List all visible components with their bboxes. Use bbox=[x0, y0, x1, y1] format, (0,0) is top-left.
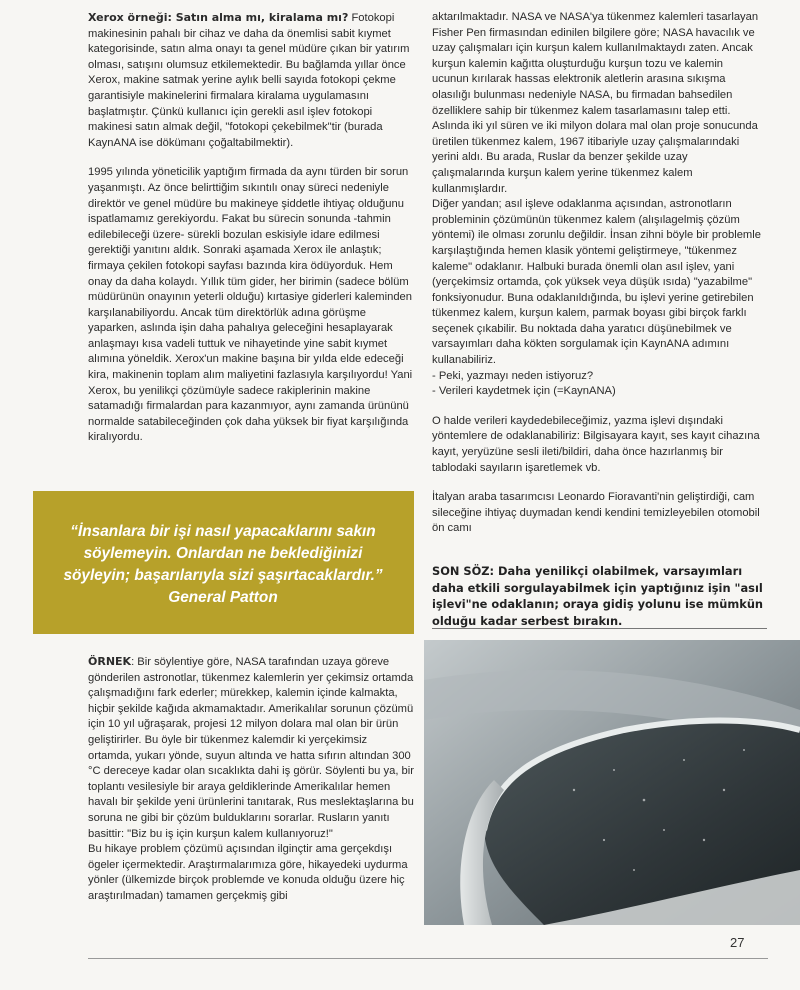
example-column bbox=[88, 654, 414, 905]
function-paragraph: Diğer yandan; asıl işleve odaklanma açısından, astronotların probleminin çözümünün tükenmez kalem (alışılagelmiş çözüm yöntemi) ile olması zorunlu değildir. İnsan zihni böyle bir problemle karşılaştığında hemen klasik yöntemi geliştirmeye, "tükenmez kaleme" odaklanır. Halbuki burada önemli olan asıl işlev, yani (yerçekimsiz ortamda, çok yüksek veya düşük ısıda) "yazabilme" fonksiyonudur. Buna odaklanıldığında, bu işlevi yerine getirebilen tükenmez kalem, kurşun kalem, parmak boyası gibi birçok farklı seçenek çıkabilir. Bu noktada daha yaratıcı düşünebilmek ve varsayımları daha kökten sorgulamak için KaynANA adımını kullanabiliriz. bbox=[432, 198, 761, 367]
fioravanti-paragraph: İtalyan araba tasarımcısı Leonardo Fioravanti'nin geliştirdiği, cam sileceğine ihtiyaç duymadan kendi kendini temizleyebilen otomobil ön camı bbox=[432, 491, 760, 535]
footer-rule bbox=[88, 958, 768, 959]
example-paragraph-2: Bu hikaye problem çözümü açısından ilginçtir ama gerçekdışı ögeler içermektedir. Araştırmalarımıza göre, hikayedeki uydurma yönler (ülkemizde birçok problemde ve konuda olduğu üzere hiç araştırılmadan) tamamen gerçekmiş gibi bbox=[88, 843, 408, 902]
divider bbox=[432, 628, 767, 629]
example-text: : Bir söylentiye göre, NASA tarafından uzaya göreve gönderilen astronotlar, tükenmez kalemlerin yer çekimsiz ortamda çalışmadığını fark ederler; mürekkep, kalemin içinde kalmakta, hiçbir şekilde kağıda akmamaktadır. Amerikalılar sorunun çözümü için 10 yıl uğraşarak, projesi 12 milyon dolara mal olan bir ürün geliştirirler. Bu öyle bir tükenmez kalemdir ki yerçekimsiz ortamda, yukarı yönde, suyun altında ve hatta sıfırın altından 300 °C dereceye kadar olan sıcaklıkta dahi iş görür. Söylenti bu ya, bir toplantı vesilesiyle bir araya geldiklerinde Amerikalılar hemen havalı bir şekilde yeni ürünlerini tanıtarak, Rus meslektaşlarına bu soruna ne gibi bir çözüm bulduklarını sorarlar. Rusların yanıtı basittir: "Biz bu iş için kurşun kalem kullanıyoruz!" bbox=[88, 656, 414, 840]
dialog-answer: - Verileri kaydetmek için (=KaynANA) bbox=[432, 385, 616, 398]
firm-paragraph: 1995 yılında yöneticilik yaptığım firmada da aynı türden bir sorun yaşanmıştı. Az önce belirttiğim sıkıntılı onay süreci nedeniyle direktör ve genel müdüre bu makineye şiddetle ihtiyaç olduğunu ispatlamamız gerekiyordu. Fakat bu sürecin sonunda -tahmin edilebileceği üzere- sürekli bozulan eskisiyle idare edilmesi gerektiği yanıtını aldık. Sonraki aşamada Xerox ile anlaştık; firmaya çekilen fotokopi sayfası bazında kira ödüyorduk. Hem onay da daha kolaydı. Yıllık tüm gider, her birimin (sadece bölüm müdürünün onayının yeterli olduğu) kırtasiye giderleri kaleminden karşılanabiliyordu. Ancak tüm direktörlük adına görüşme yaparken, aslında işin daha pahalıya geleceğini hesaplayarak anlaşmayı kısa vadeli tuttuk ve nihayetinde yine sabit kıymet alımına yöneldik. Xerox'un makine başına bir yılda elde edeceği kira, makinenin toplam alım maliyetini fazlasıyla karşılıyordu! Yani Xerox, bu yenilikçi çözümüyle sadece rakiplerinin makine satamadığı firmalardan para kazanmıyor, aynı zamanda ürününü normalde satabileceğinden çok daha yüksek bir fiyat karşılığında kiralıyordu. bbox=[88, 166, 413, 444]
xerox-text: Fotokopi makinesinin pahalı bir cihaz ve daha da önemlisi sabit kıymet kategorisinde, satın alma onayı ta genel müdüre çıkan bir yatırım olması, satışını olumsuz etkilemektedir. Bu bağlamda yıllar önce Xerox, makine satmak yerine aylık belli sayıda fotokopi çekme garantisiyle makinelerini firmalara kiralama uygulamasını başlatmıştır. Çünkü kullanıcı için gerekli asıl işlev fotokopi makinesi satın almak değil, "fotokopi çekebilmek"tir (burada KaynANA ise dökümanı çoğaltabilmektir). bbox=[88, 12, 410, 149]
right-column bbox=[432, 10, 762, 551]
dialog-question: - Peki, yazmayı neden istiyoruz? bbox=[432, 369, 594, 382]
windshield-photo bbox=[424, 640, 800, 925]
alternatives-paragraph: O halde verileri kaydedebileceğimiz, yazma işlevi dışındaki yöntemlere de odaklanabiliriz: Bilgisayara kayıt, ses kayıt cihazına kayıt, yeryüzüne sesli ileti/bildiri, daha önce hazırlanmış bir tablodaki sayıların işaretlemek vb. bbox=[432, 414, 760, 474]
page-number: 27 bbox=[730, 935, 745, 950]
xerox-lead: Xerox örneği: Satın alma mı, kiralama mı? bbox=[88, 11, 349, 24]
nasa-paragraph: aktarılmaktadır. NASA ve NASA'ya tükenmez kalemleri tasarlayan Fisher Pen firmasından edinilen bilgilere göre; NASA havacılık ve uzay çalışmaları için kurşun kalem kullanılmaktaydı zaten. Ancak kurşun kalemin kağıtta oluşturduğu kurşun tozu ve kalemin ucunun kırılarak hassas elektronik aletlerin arasına sıkışma olasılığı bulunması nedeniyle NASA, bu firmadan bahsedilen özelliklere sahip bir tükenmez kalem tasarlamasını talep etti. Aslında iki yıl süren ve iki milyon dolara mal olan proje sonucunda üretilen tükenmez kalem, 1967 itibariyle uzay çalışmalarındaki yerini aldı. Bu arada, Ruslar da benzer şekilde uzay çalışmalarında kurşun kalem yerine tükenmez kalem kullanmışlardır. bbox=[432, 11, 759, 195]
son-soz-callout: SON SÖZ: Daha yenilikçi olabilmek, varsayımları daha etkili sorgulayabilmek için yaptığınız işin "asıl işlevi"ne odaklanın; oraya gidiş yolunu ise mümkün olduğu kadar serbest bırakın. bbox=[432, 564, 764, 628]
xerox-paragraph bbox=[88, 10, 414, 151]
left-column bbox=[88, 10, 414, 460]
patton-quote: “İnsanlara bir işi nasıl yapacaklarını sakın söylemeyin. Onlardan ne beklediğinizi söyleyin; başarılarıyla sizi şaşırtacaklardır.” General Patton bbox=[63, 523, 383, 606]
example-paragraph bbox=[88, 654, 414, 842]
example-lead: ÖRNEK bbox=[88, 655, 132, 668]
